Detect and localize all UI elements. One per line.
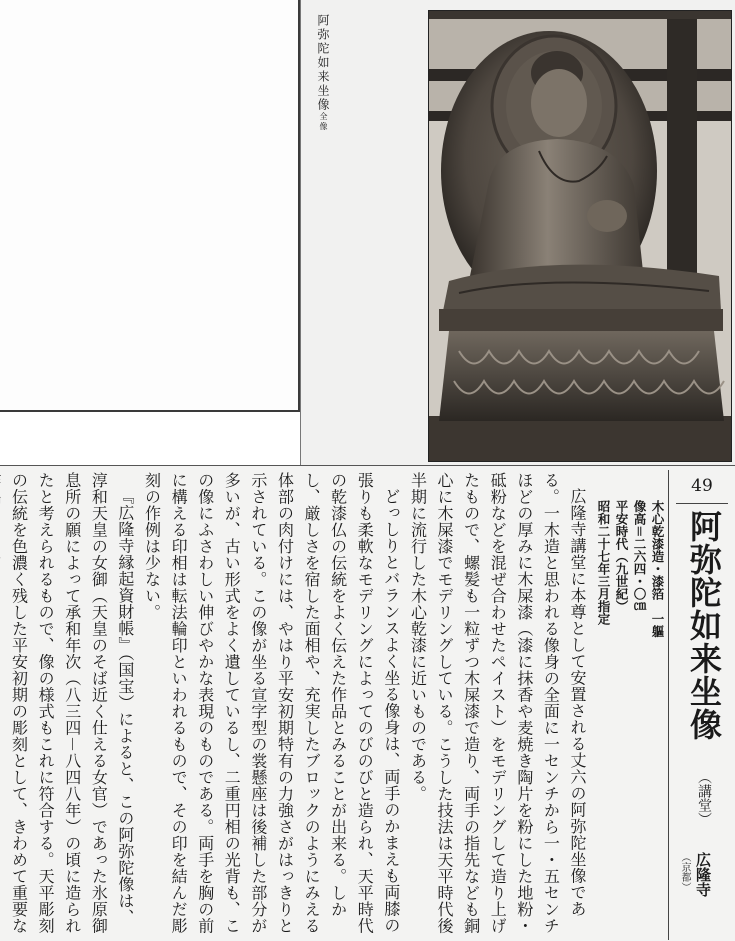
temple-name-main: 広隆寺 bbox=[694, 852, 712, 897]
temple-region: （京都） bbox=[679, 852, 690, 892]
meta-designation: 昭和二十七年三月指定 bbox=[596, 500, 611, 625]
blank-margin-panel bbox=[0, 0, 300, 412]
caption-main: 阿弥陀如来坐像 bbox=[316, 14, 330, 112]
meta-technique: 木心乾漆造・漆箔 一軀 bbox=[650, 500, 665, 638]
body-paragraph-3: 『広隆寺縁起資財帳』（国宝）によると、この阿弥陀像は、淳和天皇の女御（天皇のそば近く仕える女官）であった氷原御息所の願によって承和年次（八三四－八四八年）の頃に造られたと考えられるもので、像の様式もこれに符合する。天平彫刻の伝統を色濃く残した平安初期の彫刻として、きわめて重要な bbox=[9, 472, 135, 935]
photo-caption bbox=[315, 14, 331, 132]
caption-sub: 全像 bbox=[319, 112, 328, 132]
statue-illustration bbox=[429, 11, 731, 461]
temple-name bbox=[679, 852, 714, 932]
meta-period: 平安時代（九世紀） bbox=[614, 500, 629, 613]
commentary-body bbox=[10, 472, 590, 936]
title-divider bbox=[676, 503, 728, 504]
artwork-title: 阿弥陀如来坐像 bbox=[685, 510, 723, 741]
column-divider bbox=[668, 470, 669, 940]
meta-height: 像高＝二六四・〇㎝ bbox=[632, 500, 647, 613]
body-paragraph-1: 広隆寺講堂に本尊として安置される丈六の阿弥陀坐像である。一木造と思われる像身の全面に一センチから一・五センチほどの厚みに木屎漆（漆に抹香や麦焼き陶片を粉にした地粉・砥粉などを混ぜ合わせたペイスト）をモデリングして造り上げたもので、螺髪も一粒ずつ木屎漆で造り、両手の指先なども銅心に木屎漆でモデリングしている。こうした技法は天平時代後半期に流行した木心乾漆に近いものである。 bbox=[408, 472, 587, 934]
entry-number: 49 bbox=[691, 476, 713, 496]
buddha-statue-photo bbox=[428, 10, 732, 462]
artwork-metadata bbox=[592, 500, 666, 760]
body-paragraph-2: どっしりとバランスよく坐る像身は、両手のかまえも両膝の張りも柔軟なモデリングによってのびのびと造られ、天平時代の乾漆仏の伝統をよく伝えた作品とみることが出来る。しかし、厳しさを宿した面相や、充実したブロックのようにみえる体部の肉付けには、やはり平安初期特有の力強さがはっきりと示されている。この像が坐る宣字型の裳懸座は後補した部分が多いが、古い形式をよく遺しているし、二重円相の光背も、この像にふさわしい伸びやかな表現のものである。両手を胸の前に構える印相は転法輪印といわれるもので、その印を結んだ彫刻の作例は少ない。 bbox=[142, 472, 401, 934]
title-location-note: （講堂） bbox=[696, 770, 712, 826]
